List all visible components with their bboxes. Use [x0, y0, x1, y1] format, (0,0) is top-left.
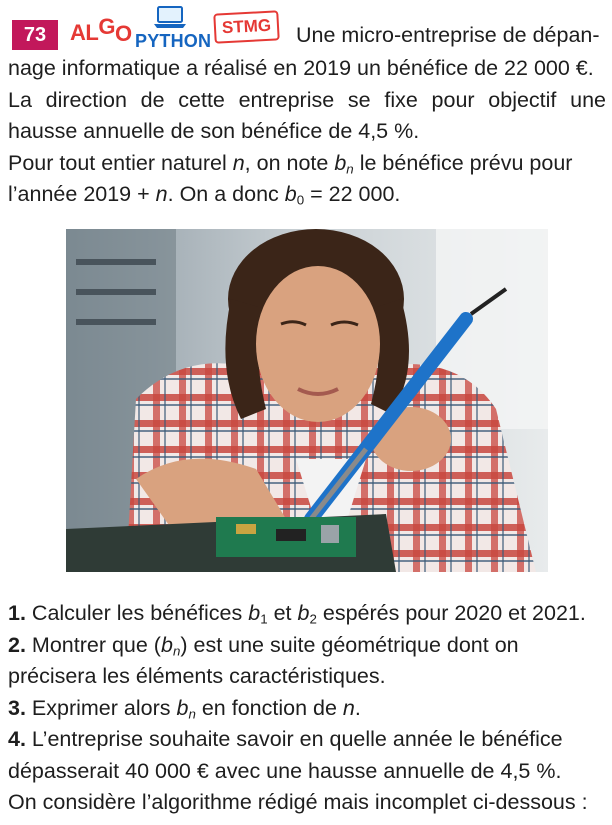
- intro-line-5: Pour tout entier naturel n, on note $b_n$ le bénéfice prévu pour: [8, 150, 573, 177]
- question-4-line-3: On considère l’algorithme rédigé mais incomplet ci-dessous :: [8, 790, 588, 814]
- python-label: PYTHON: [135, 31, 212, 51]
- algo-tag: ALGO: [70, 14, 132, 46]
- laptop-icon: [153, 5, 187, 31]
- intro-line-3: La direction de cette entreprise se fixe pour objectif une: [8, 87, 606, 112]
- exercise-number-badge: 73: [12, 20, 58, 50]
- question-4: 4. L’entreprise souhaite savoir en quelle année le bénéfice: [8, 727, 563, 751]
- intro-line-1: Une micro-entreprise de dépan-: [296, 23, 600, 47]
- photo-woman-soldering: [66, 229, 548, 572]
- questions-block: [8, 598, 606, 819]
- question-1: 1. Calculer les bénéfices $b_1$ et $b_2$ espérés pour 2020 et 2021.: [8, 601, 586, 627]
- python-tag: [135, 5, 212, 51]
- question-2-line-2: précisera les éléments caractéristiques.: [8, 664, 386, 688]
- question-4-line-2: dépasserait 40 000 € avec une hausse annuelle de 4,5 %.: [8, 758, 562, 783]
- question-2: 2. Montrer que $(b_n)$ est une suite géométrique dont on: [8, 632, 519, 659]
- stmg-tag: STMG: [213, 10, 280, 43]
- intro-line-4: hausse annuelle de son bénéfice de 4,5 %.: [8, 119, 420, 143]
- intro-line-6: l’année 2019 + n. On a donc $b_0 = 22$ 000.: [8, 182, 401, 208]
- intro-line-2: nage informatique a réalisé en 2019 un bénéfice de 22 000 €.: [8, 56, 594, 80]
- intro-paragraph: [8, 53, 606, 211]
- question-3: 3. Exprimer alors $b_n$ en fonction de n.: [8, 695, 361, 722]
